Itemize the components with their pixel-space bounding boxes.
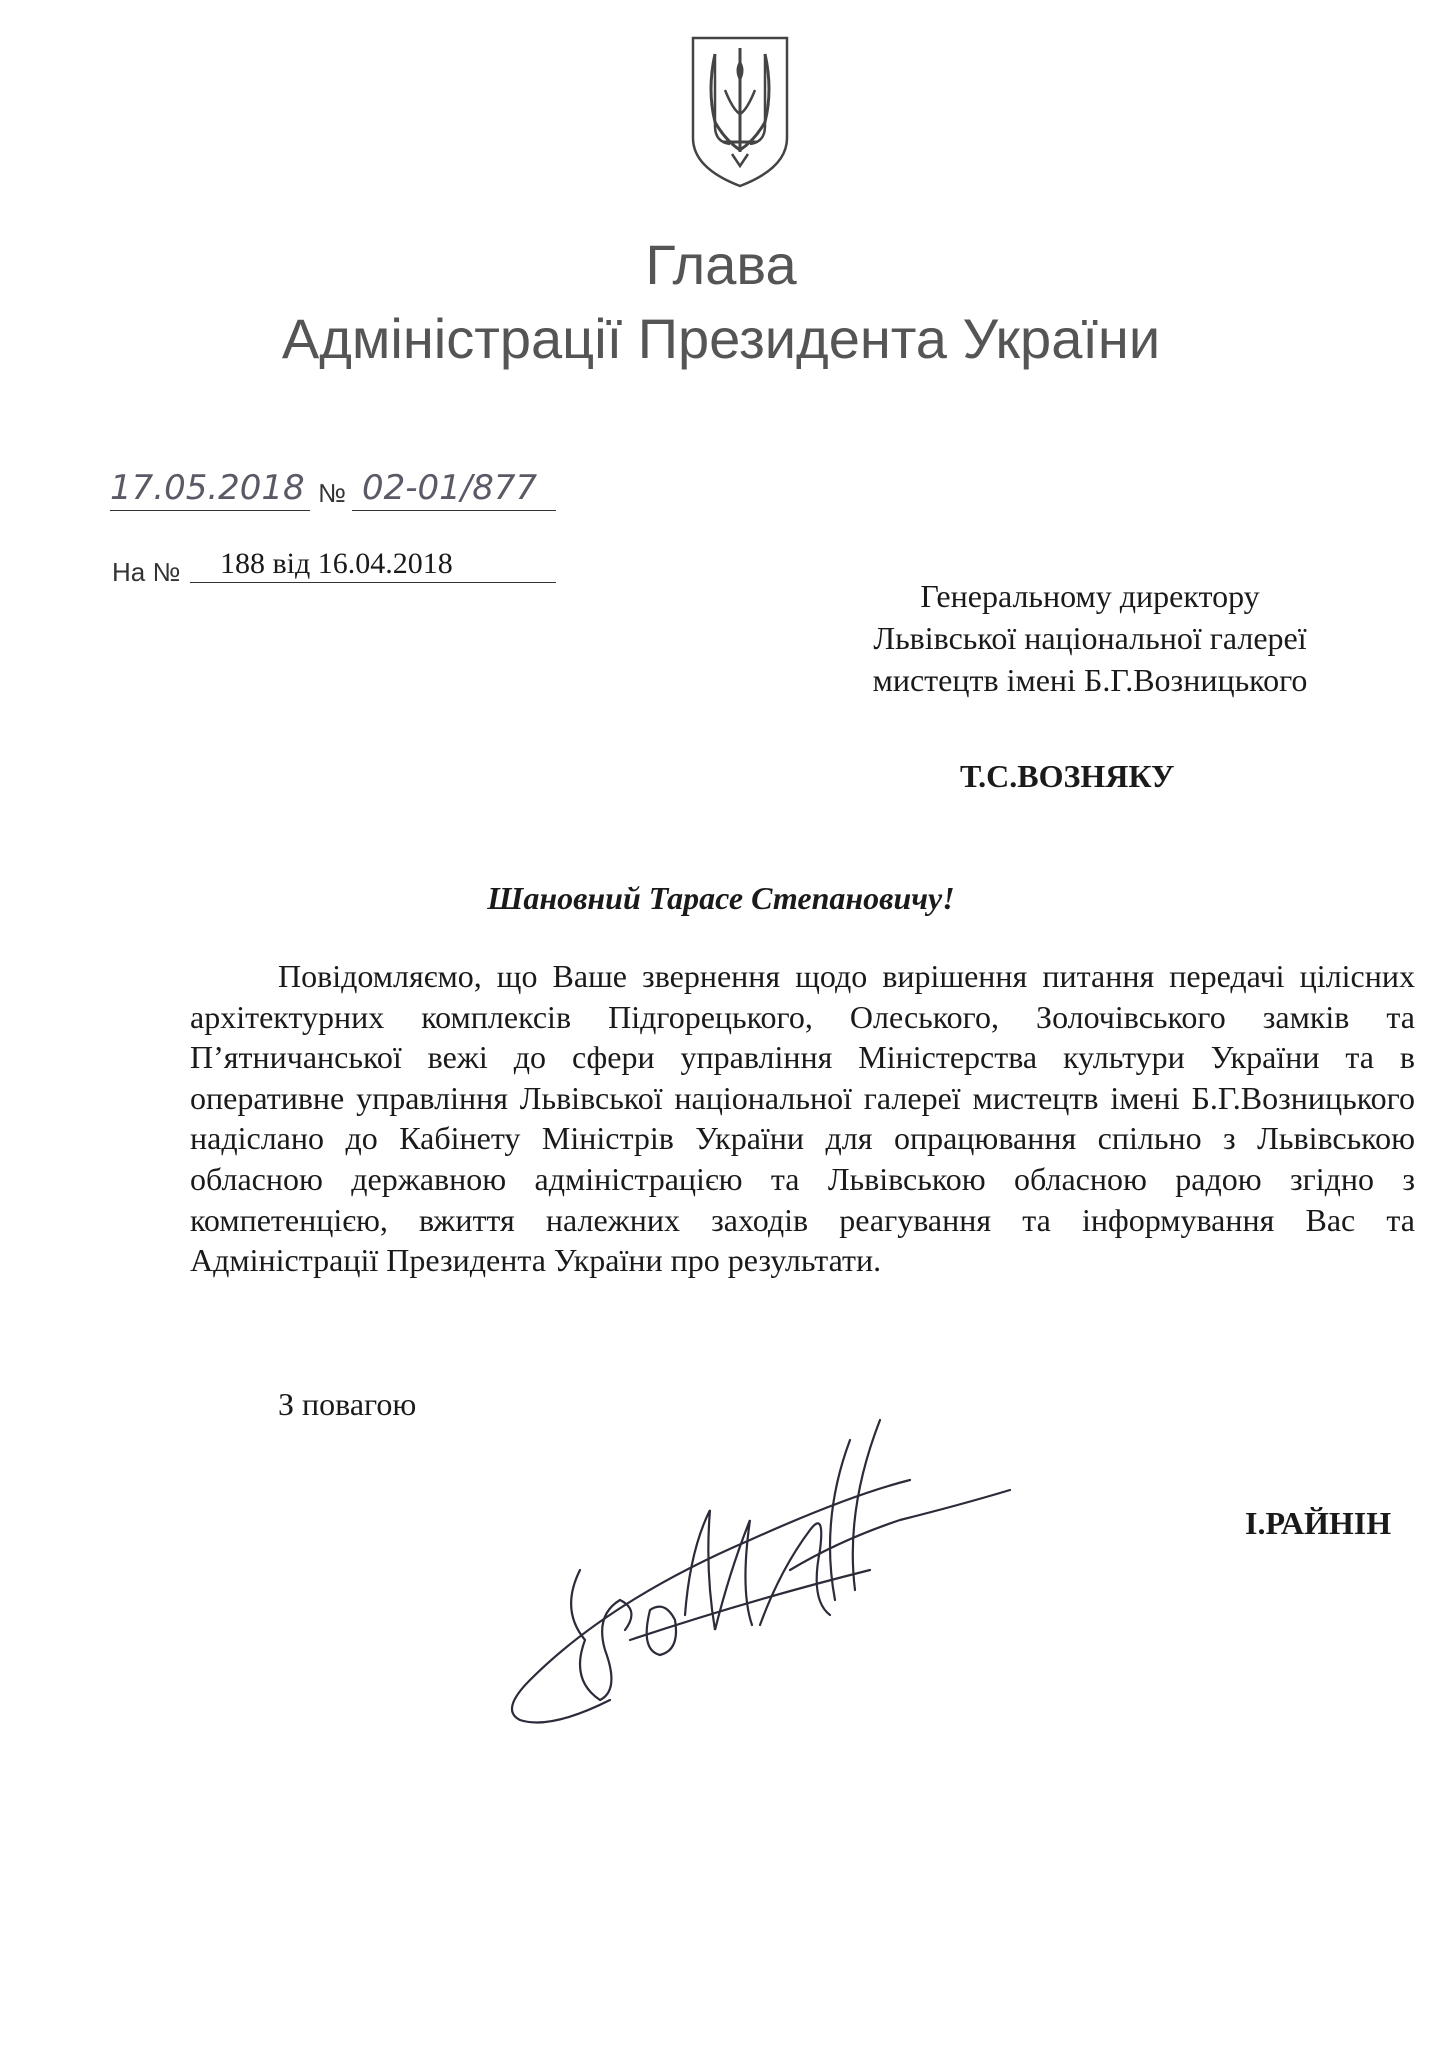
header-title-line2: Адміністрації Президента України [281, 307, 1161, 370]
closing-regards: З повагою [278, 1386, 417, 1422]
date-underline [110, 510, 310, 511]
trident-coat-of-arms-icon [685, 30, 795, 190]
reference-value: 188 від 16.04.2018 [220, 547, 453, 580]
addressee-block [820, 575, 1360, 701]
outgoing-date: 17.05.2018 [110, 468, 305, 508]
handwritten-signature-icon [490, 1400, 1030, 1760]
reference-underline [190, 582, 556, 583]
reference-label: На № [112, 557, 181, 587]
header-title-line1: Глава [645, 233, 797, 296]
addressee-name: Т.С.ВОЗНЯКУ [960, 758, 1175, 794]
addressee-line3: мистецтв імені Б.Г.Возницького [872, 662, 1308, 698]
outgoing-number-label: № [318, 478, 346, 508]
number-underline [352, 510, 556, 511]
salutation: Шановний Тарасе Степановичу! [487, 880, 955, 916]
letter-body: Повідомляємо, що Ваше звернення щодо вирішення питання передачі цілісних архітектурних комплексів Підгорецького, Олеського, Золочівського замків та П’ятничанської вежі до сфери управління Міністерства культури України та в оперативне управління Львівської національної галереї мистецтв імені Б.Г.Возницького надіслано до Кабінету Міністрів України для опрацювання спільно з Львівською обласною державною адміністрацією та Львівською обласною радою згідно з компетенцією, вжиття належних заходів реагування та інформування Вас та Адміністрації Президента України про результати. [190, 958, 1415, 1279]
signer-name: І.РАЙНІН [1245, 1505, 1392, 1541]
addressee-line2: Львівської національної галереї [873, 620, 1307, 656]
addressee-line1: Генеральному директору [920, 578, 1260, 614]
outgoing-number: 02-01/877 [362, 468, 538, 508]
